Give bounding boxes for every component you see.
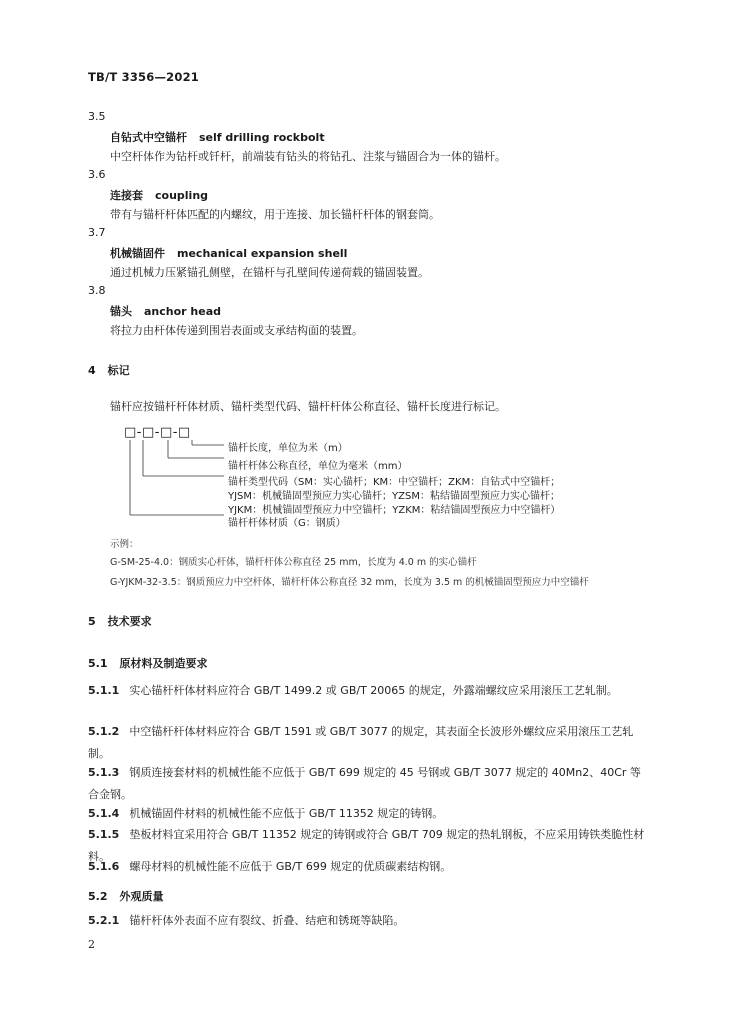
clause [88, 856, 648, 878]
clause-number: 5.2.1 [88, 914, 120, 927]
subsection-heading [88, 888, 164, 904]
clause [88, 762, 648, 806]
term-definition: 通过机械力压紧锚孔侧壁，在锚杆与孔壁间传递荷载的锚固装置。 [110, 266, 429, 279]
clause [88, 803, 648, 825]
page-number: 2 [88, 938, 95, 951]
term-number: 3.5 [88, 110, 106, 123]
subsection-number: 5.1 [88, 657, 108, 670]
clause-number: 5.1.3 [88, 766, 120, 779]
example-label: 示例： [110, 539, 139, 550]
clause-text: 锚杆杆体外表面不应有裂纹、折叠、结疤和锈斑等缺陷。 [129, 914, 405, 927]
marking-legend-type: YJKM：机械锚固型预应力中空锚杆；YZKM：粘结锚固型预应力中空锚杆） [228, 505, 561, 516]
term-chinese: 自钻式中空锚杆 [110, 131, 187, 144]
clause-text: 钢质连接套材料的机械性能不应低于 GB/T 699 规定的 45 号钢或 GB/T 3077 规定的 40Mn2、40Cr 等合金钢。 [88, 766, 641, 801]
term-english: self drilling rockbolt [199, 131, 325, 144]
marking-intro: 锚杆应按锚杆杆体材质、锚杆类型代码、锚杆杆体公称直径、锚杆长度进行标记。 [110, 400, 506, 413]
marking-pattern: □-□-□-□ [124, 425, 191, 440]
term-english: coupling [155, 189, 209, 202]
example-line: G-YJKM-32-3.5：钢质预应力中空杆体，锚杆杆体公称直径 32 mm，长度为 3.5 m 的机械锚固型预应力中空锚杆 [110, 577, 589, 588]
marking-legend-material: 锚杆杆体材质（G：钢质） [228, 518, 346, 529]
clause-text: 螺母材料的机械性能不应低于 GB/T 699 规定的优质碳素结构钢。 [129, 860, 452, 873]
term-definition: 中空杆体作为钻杆或钎杆，前端装有钻头的将钻孔、注浆与锚固合为一体的锚杆。 [110, 150, 506, 163]
clause-number: 5.1.6 [88, 860, 120, 873]
term-number: 3.6 [88, 168, 106, 181]
subsection-title: 原材料及制造要求 [119, 657, 208, 670]
section-number: 4 [88, 364, 96, 377]
marking-legend-type: YJSM：机械锚固型预应力实心锚杆；YZSM：粘结锚固型预应力实心锚杆； [228, 491, 560, 502]
clause [88, 680, 648, 702]
term-heading [110, 303, 221, 319]
standard-number-header: TB/T 3356—2021 [88, 70, 199, 84]
term-definition: 将拉力由杆体传递到围岩表面或支承结构面的装置。 [110, 324, 363, 337]
marking-legend-length: 锚杆长度，单位为米（m） [228, 443, 348, 454]
term-chinese: 连接套 [110, 189, 143, 202]
term-definition: 带有与锚杆杆体匹配的内螺纹，用于连接、加长锚杆杆体的钢套筒。 [110, 208, 440, 221]
clause-text: 实心锚杆杆体材料应符合 GB/T 1499.2 或 GB/T 20065 的规定，外露端螺纹应采用滚压工艺轧制。 [129, 684, 618, 697]
clause [88, 910, 648, 932]
term-english: mechanical expansion shell [177, 247, 348, 260]
term-number: 3.8 [88, 284, 106, 297]
term-heading [110, 129, 325, 145]
section-heading [88, 613, 152, 629]
clause-number: 5.1.1 [88, 684, 120, 697]
example-line: G-SM-25-4.0：钢质实心杆体，锚杆杆体公称直径 25 mm，长度为 4.0 m 的实心锚杆 [110, 557, 477, 568]
clause-text: 机械锚固件材料的机械性能不应低于 GB/T 11352 规定的铸钢。 [129, 807, 444, 820]
marking-legend-diameter: 锚杆杆体公称直径，单位为毫米（mm） [228, 461, 408, 472]
term-number: 3.7 [88, 226, 106, 239]
term-chinese: 机械锚固件 [110, 247, 165, 260]
clause-number: 5.1.4 [88, 807, 120, 820]
clause-number: 5.1.5 [88, 828, 120, 841]
subsection-number: 5.2 [88, 890, 108, 903]
term-english: anchor head [144, 305, 222, 318]
section-title: 标记 [107, 364, 130, 377]
term-heading [110, 245, 347, 261]
clause-text: 中空锚杆杆体材料应符合 GB/T 1591 或 GB/T 3077 的规定，其表面全长波形外螺纹应采用滚压工艺轧制。 [88, 725, 634, 760]
subsection-title: 外观质量 [119, 890, 164, 903]
clause-number: 5.1.2 [88, 725, 120, 738]
term-chinese: 锚头 [110, 305, 132, 318]
subsection-heading [88, 655, 208, 671]
marking-legend-type: 锚杆类型代码（SM：实心锚杆；KM：中空锚杆；ZKM：自钻式中空锚杆； [228, 477, 561, 488]
clause [88, 721, 648, 765]
term-heading [110, 187, 208, 203]
section-heading [88, 362, 130, 378]
section-title: 技术要求 [107, 615, 152, 628]
section-number: 5 [88, 615, 96, 628]
clause-text: 垫板材料宜采用符合 GB/T 11352 规定的铸钢或符合 GB/T 709 规定的热轧钢板，不应采用铸铁类脆性材料。 [88, 828, 645, 863]
